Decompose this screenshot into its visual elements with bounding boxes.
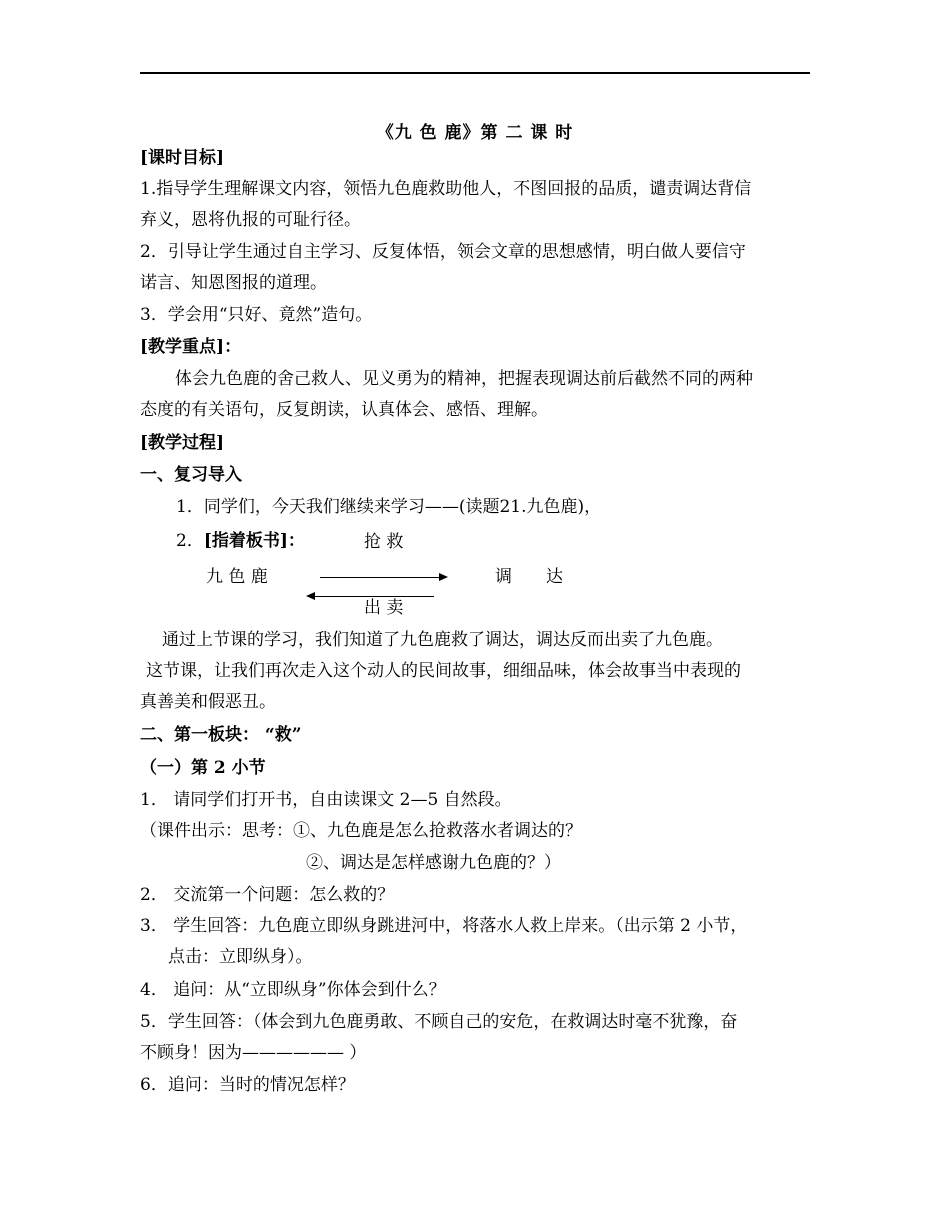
- paragraph-2-line-1: 这节课，让我们再次走入这个动人的民间故事，细细品味，体会故事当中表现的: [146, 661, 741, 681]
- question-5-line-2: 不顾身！因为—————— ）: [140, 1043, 367, 1063]
- section-1-item-2: [176, 530, 305, 552]
- document-title: 《九 色 鹿》第 二 课 时: [376, 123, 574, 143]
- board-betray-label: 出 卖: [364, 598, 404, 618]
- focus-line-2: 态度的有关语句，反复朗读，认真体会、感悟、理解。: [140, 400, 548, 420]
- question-4: 4． 追问：从“立即纵身”你体会到什么？: [140, 980, 446, 1000]
- question-3-line-2: 点击：立即纵身）。: [168, 947, 313, 967]
- paragraph-2-line-2: 真善美和假恶丑。: [140, 692, 276, 712]
- goal-2-line-2: 诺言、知恩图报的道理。: [140, 273, 327, 293]
- board-label: [指着板书]：: [203, 531, 305, 551]
- header-rule: [140, 72, 810, 74]
- item-number: 2．: [176, 531, 204, 551]
- board-deer-label: 九 色 鹿: [206, 567, 268, 587]
- paragraph-1: 通过上节课的学习，我们知道了九色鹿救了调达，调达反而出卖了九色鹿。: [162, 630, 723, 650]
- question-6: 6．追问：当时的情况怎样？: [140, 1075, 355, 1095]
- section-2-heading: 二、第一板块： “救”: [140, 725, 302, 745]
- arrow-right-icon: [320, 577, 446, 578]
- question-5-line-1: 5．学生回答：（体会到九色鹿勇敢、不顾自己的安危，在救调达时毫不犹豫，奋: [140, 1012, 738, 1032]
- focus-heading: [教学重点]：: [140, 337, 242, 357]
- goal-2-line-1: 2．引导让学生通过自主学习、反复体悟，领会文章的思想感情，明白做人要信守: [140, 242, 746, 262]
- courseware-line-2: ②、调达是怎样感谢九色鹿的？）: [306, 853, 561, 873]
- board-rescue-label: 抢 救: [364, 532, 404, 552]
- goal-1-line-2: 弃义，恩将仇报的可耻行径。: [140, 210, 361, 230]
- goal-3: 3．学会用“只好、竟然”造句。: [140, 305, 373, 325]
- goal-1-line-1: 1.指导学生理解课文内容，领悟九色鹿救助他人，不图回报的品质，谴责调达背信: [140, 179, 752, 199]
- process-heading: [教学过程]: [140, 433, 225, 453]
- section-1-item-1: 1．同学们，今天我们继续来学习——(读题21.九色鹿)，: [176, 497, 602, 517]
- question-3-line-1: 3． 学生回答：九色鹿立即纵身跳进河中，将落水人救上岸来。（出示第 2 小节，: [140, 916, 748, 936]
- question-1: 1． 请同学们打开书，自由读课文 2—5 自然段。: [140, 790, 512, 810]
- section-1-heading: 一、复习导入: [140, 465, 242, 485]
- focus-line-1: 体会九色鹿的舍己救人、见义勇为的精神，把握表现调达前后截然不同的两种: [175, 369, 753, 389]
- subsection-1-heading: （一）第 2 小节: [140, 758, 266, 778]
- courseware-line-1: （课件出示：思考：①、九色鹿是怎么抢救落水者调达的？: [140, 821, 582, 841]
- goals-heading: [课时目标]: [140, 148, 225, 168]
- question-2: 2． 交流第一个问题：怎么救的？: [140, 885, 395, 905]
- board-tiaoda-label: 调 达: [495, 567, 563, 587]
